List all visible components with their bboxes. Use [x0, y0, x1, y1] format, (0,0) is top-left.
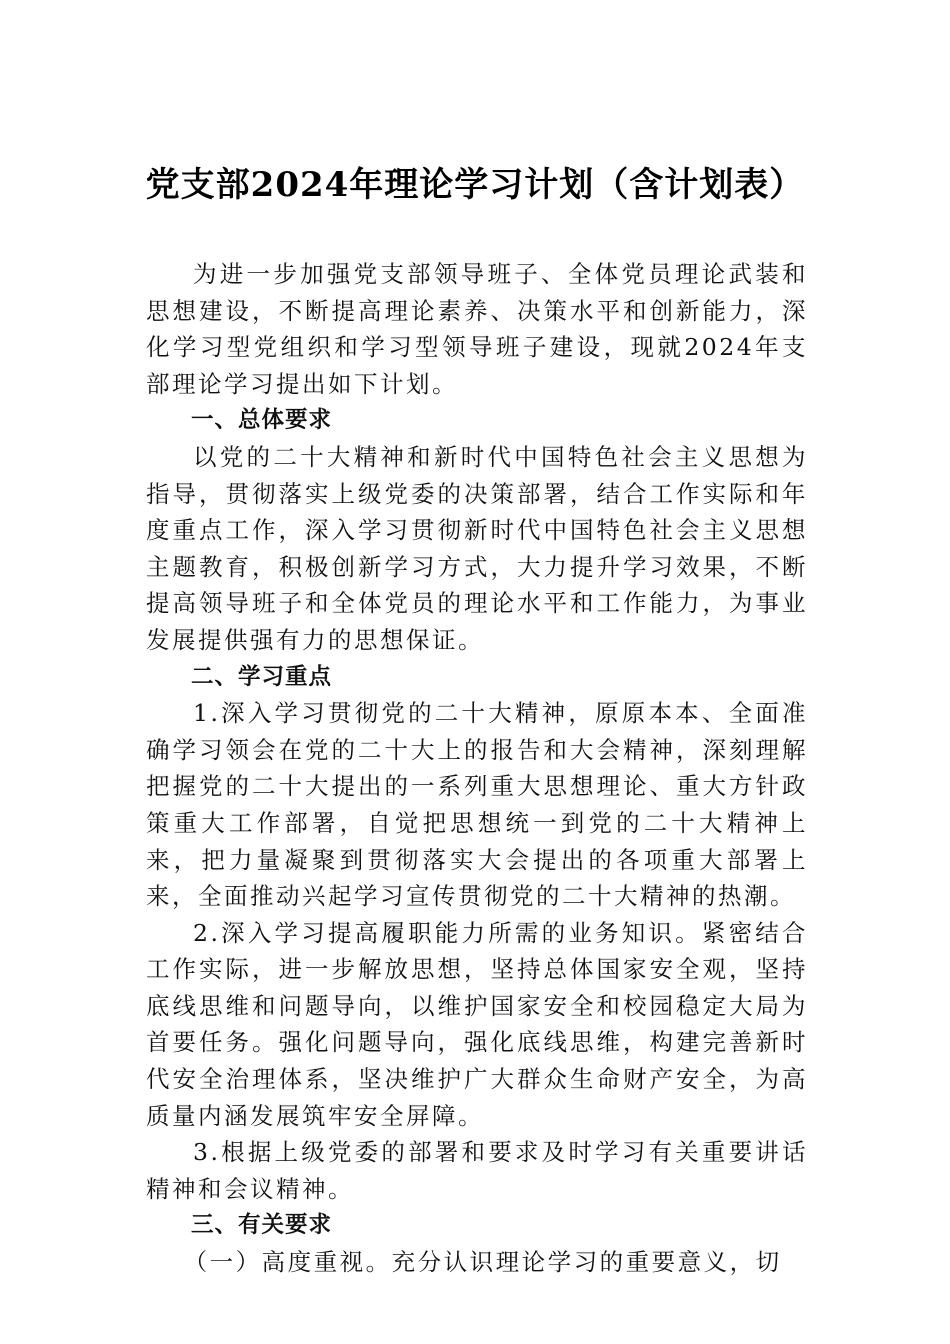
- document-body: [146, 256, 808, 1281]
- document-title: 党支部2024年理论学习计划（含计划表）: [145, 165, 805, 205]
- section-heading-3: 三、有关要求: [191, 1212, 333, 1239]
- study-focus-item-3: 3.根据上级党委的部署和要求及时学习有关重要讲话精神和会议精神。: [146, 1138, 808, 1203]
- section-3-first-line: （一）高度重视。充分认识理论学习的重要意义，切: [183, 1248, 782, 1277]
- section-1-paragraph: 以党的二十大精神和新时代中国特色社会主义思想为指导，贯彻落实上级党委的决策部署，结合工作实际和年度重点工作，深入学习贯彻新时代中国特色社会主义思想主题教育，积极创新学习方式，大力提升学习效果，不断提高领导班子和全体党员的理论水平和工作能力，为事业发展提供强有力的思想保证。: [146, 442, 808, 654]
- section-heading-1: 一、总体要求: [191, 407, 333, 434]
- intro-paragraph: 为进一步加强党支部领导班子、全体党员理论武装和思想建设，不断提高理论素养、决策水平和创新能力，深化学习型党组织和学习型领导班子建设，现就2024年支部理论学习提出如下计划。: [146, 260, 808, 398]
- study-focus-item-2: 2.深入学习提高履职能力所需的业务知识。紧密结合工作实际，进一步解放思想，坚持总体国家安全观，坚持底线思维和问题导向，以维护国家安全和校园稳定大局为首要任务。强化问题导向，强化底线思维，构建完善新时代安全治理体系，坚决维护广大群众生命财产安全，为高质量内涵发展筑牢安全屏障。: [146, 918, 808, 1130]
- study-focus-item-1: 1.深入学习贯彻党的二十大精神，原原本本、全面准确学习领会在党的二十大上的报告和大会精神，深刻理解把握党的二十大提出的一系列重大思想理论、重大方针政策重大工作部署，自觉把思想统一到党的二十大精神上来，把力量凝聚到贯彻落实大会提出的各项重大部署上来，全面推动兴起学习宣传贯彻党的二十大精神的热潮。: [146, 699, 808, 911]
- section-heading-2: 二、学习重点: [191, 663, 333, 690]
